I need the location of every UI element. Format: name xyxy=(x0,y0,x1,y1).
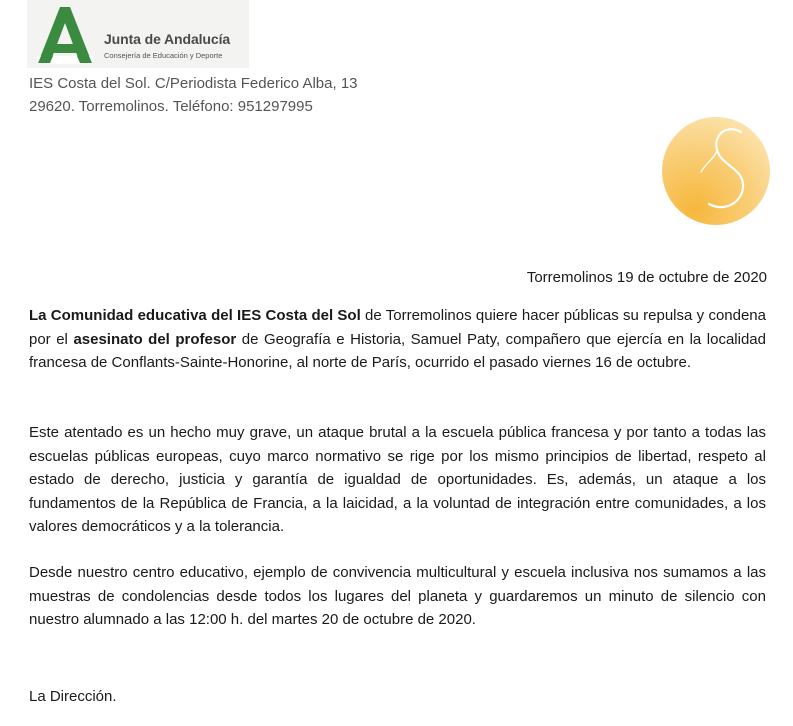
school-address xyxy=(29,72,358,118)
address-line-1: IES Costa del Sol. C/Periodista Federico Alba, 13 xyxy=(29,75,358,92)
signature: La Dirección. xyxy=(29,688,117,705)
paragraph-condemnation xyxy=(29,304,766,375)
letter-date: Torremolinos 19 de octubre de 2020 xyxy=(526,269,767,286)
org-subtitle: Consejería de Educación y Deporte xyxy=(104,51,223,60)
junta-logo xyxy=(27,0,249,68)
paragraph-attack: Este atentado es un hecho muy grave, un ataque brutal a la escuela pública francesa y por tanto a todas las escuelas públicas europeas, cuyo marco normativo se rige por los mismo principios de libertad, respeto al estado de derecho, justicia y garantía de igualdad de oportunidades. Es, además, un ataque a los fundamentos de la República de Francia, a la laicidad, a la voluntad de integración entre comunidades, a los valores democráticos y a la tolerancia. xyxy=(29,424,766,535)
org-name: Junta de Andalucía xyxy=(104,31,231,47)
junta-a-icon xyxy=(37,6,93,64)
paragraph-text: de Torremolinos quiere hacer públicas su repulsa y condena por el xyxy=(29,307,766,348)
paragraph-text: de Geografía e Historia, Samuel Paty, compañero que ejercía en la localidad francesa de Conflants-Sainte-Honorine, al norte de París, ocurrido el pasado viernes 16 de octubre. xyxy=(29,330,766,371)
bold-intro: La Comunidad educativa del IES Costa del Sol xyxy=(29,307,361,324)
paragraph-minute-silence: Desde nuestro centro educativo, ejemplo de convivencia multicultural y escuela inclusiva nos sumamos a las muestras de condolencias desde todos los lugares del planeta y guardaremos un minuto de silencio con nuestro alumnado a las 12:00 h. del martes 20 de octubre de 2020. xyxy=(29,564,766,628)
school-logo-icon xyxy=(661,116,771,226)
address-line-2: 29620. Torremolinos. Teléfono: 951297995 xyxy=(29,98,313,115)
bold-emphasis: asesinato del profesor xyxy=(73,330,237,348)
